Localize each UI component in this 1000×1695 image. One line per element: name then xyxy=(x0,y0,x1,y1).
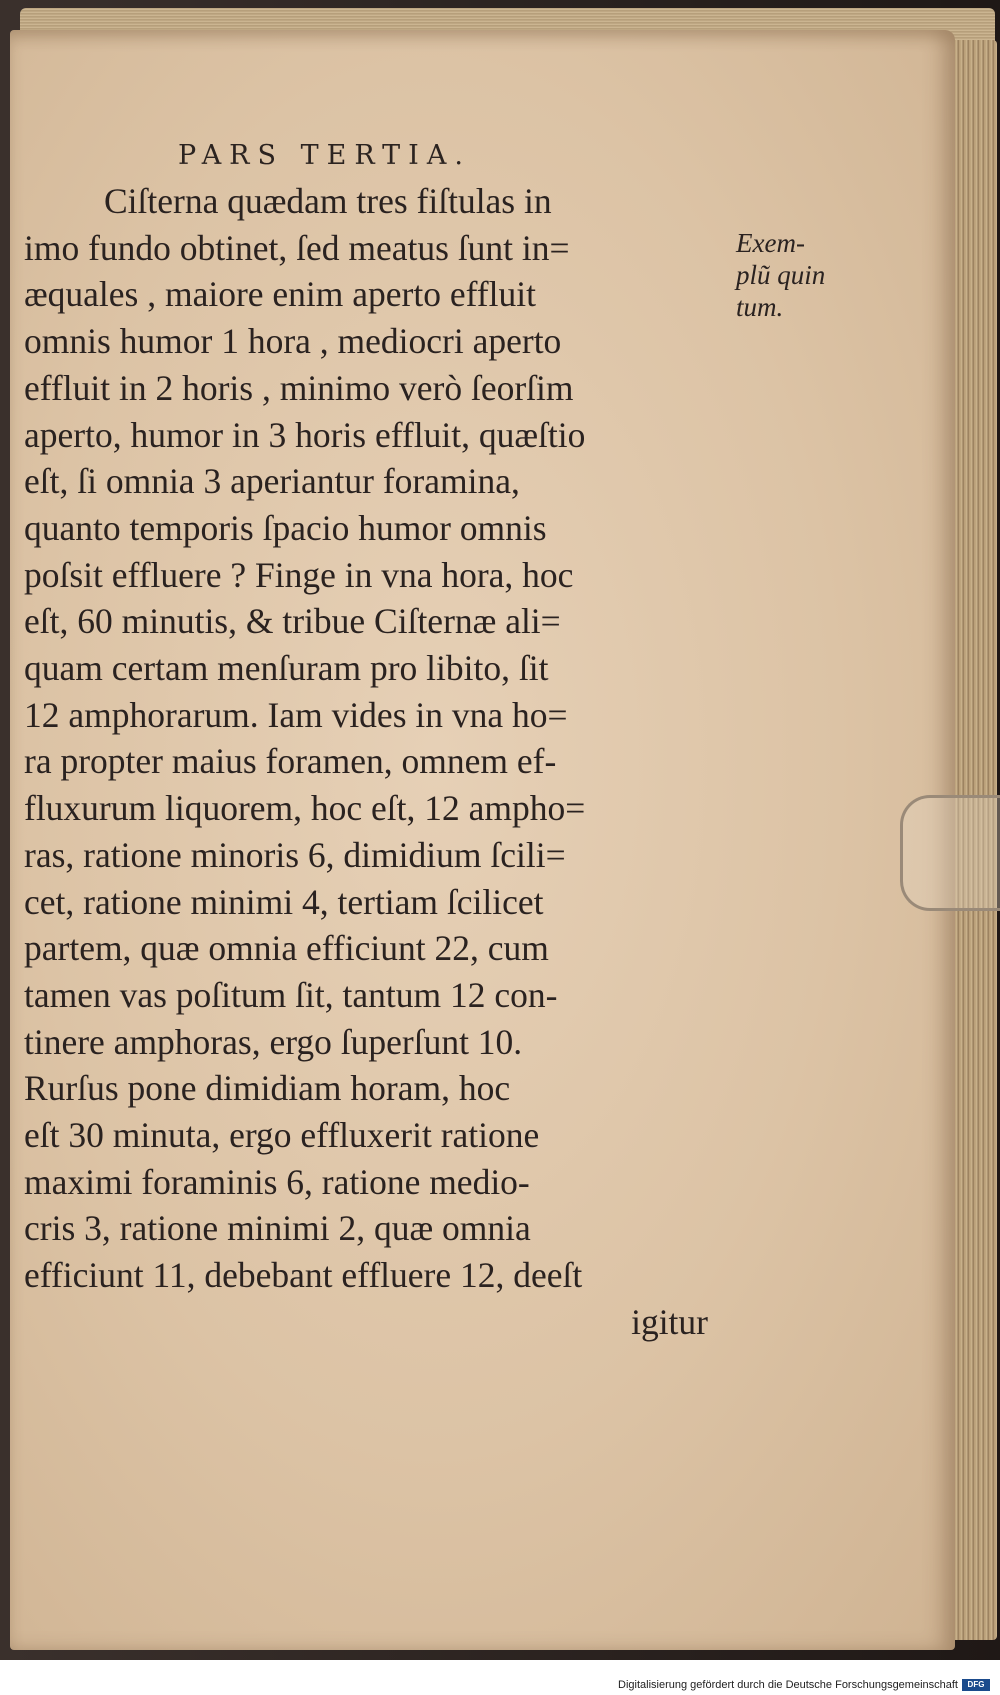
text-line: eſt 30 minuta, ergo effluxerit ratione xyxy=(24,1115,540,1156)
text-line: Ciſterna quædam tres fiſtulas in xyxy=(104,181,552,221)
text-line: æquales , maiore enim aperto effluit xyxy=(24,274,536,315)
text-line: 12 amphorarum. Iam vides in vna ho= xyxy=(24,694,568,735)
text-line: effluit in 2 horis , minimo verò ſeorſim xyxy=(24,367,574,408)
page-clip xyxy=(900,795,1000,911)
text-line: imo fundo obtinet, ſed meatus ſunt in= xyxy=(24,227,570,268)
text-line: efficiunt 11, debebant effluere 12, deeſt xyxy=(24,1255,583,1296)
funding-credit: Digitalisierung gefördert durch die Deutsche Forschungsgemeinschaft xyxy=(618,1679,958,1691)
marginal-note-line: Exem- xyxy=(736,228,805,258)
running-header: PARS TERTIA. xyxy=(178,140,471,171)
text-line: maximi foraminis 6, ratione medio- xyxy=(24,1161,530,1202)
text-line: tamen vas poſitum ſit, tantum 12 con- xyxy=(24,974,558,1015)
text-line: Rurſus pone dimidiam horam, hoc xyxy=(24,1068,511,1109)
text-line: eſt, ſi omnia 3 aperiantur foramina, xyxy=(24,461,520,502)
text-line: quanto temporis ſpacio humor omnis xyxy=(24,507,547,548)
text-line: tinere amphoras, ergo ſuperſunt 10. xyxy=(24,1021,523,1062)
marginal-note-line: tum. xyxy=(736,292,784,322)
text-line: eſt, 60 minutis, & tribue Ciſternæ ali= xyxy=(24,601,561,642)
text-line: ra propter maius foramen, omnem ef- xyxy=(24,741,557,782)
text-line: fluxurum liquorem, hoc eſt, 12 ampho= xyxy=(24,788,586,829)
dfg-logo: DFG xyxy=(962,1679,990,1691)
text-line: omnis humor 1 hora , mediocri aperto xyxy=(24,321,562,362)
marginal-note xyxy=(736,227,846,323)
body-text xyxy=(24,178,724,1346)
text-line: ras, ratione minoris 6, dimidium ſcili= xyxy=(24,834,566,875)
text-line: partem, quæ omnia efficiunt 22, cum xyxy=(24,928,549,969)
text-line: aperto, humor in 3 horis effluit, quæſtio xyxy=(24,414,586,455)
text-line: cet, ratione minimi 4, tertiam ſcilicet xyxy=(24,881,544,922)
marginal-note-line: plũ quin xyxy=(736,260,826,290)
text-line: quam certam menſuram pro libito, ſit xyxy=(24,648,549,689)
catchword: igitur xyxy=(631,1301,708,1342)
text-line: cris 3, ratione minimi 2, quæ omnia xyxy=(24,1208,531,1249)
text-line: poſsit effluere ? Finge in vna hora, hoc xyxy=(24,554,574,595)
